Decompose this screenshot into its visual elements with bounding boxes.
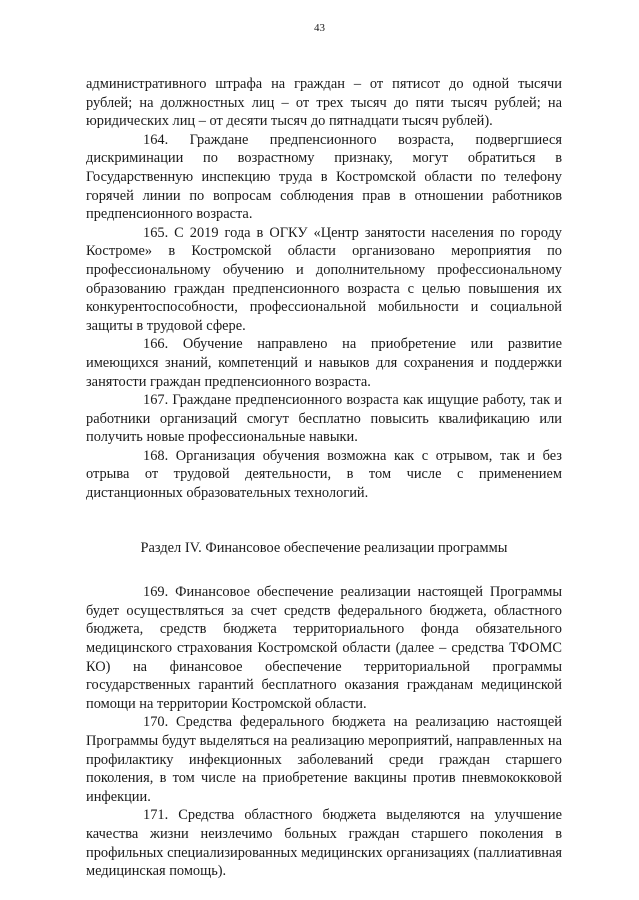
paragraph-164: 164. Граждане предпенсионного возраста, подвергшиеся дискриминации по возрастному признаку, могут обратиться в Государственную инспекцию труда в Костромской области по телефону горячей линии по вопросам соблюдения прав в отношении работников предпенсионного возраста. [86,131,562,223]
section-heading: Раздел IV. Финансовое обеспечение реализации программы [140,539,508,556]
paragraph-170: 170. Средства федерального бюджета на реализацию настоящей Программы будут выделяться на реализацию мероприятий, направленных на профилактику инфекционных заболеваний среди граждан старшего поколения, в том числе на приобретение вакцины против пневмококковой инфекции. [86,714,562,805]
page-number: 43 [314,22,325,34]
paragraph-171: 171. Средства областного бюджета выделяются на улучшение качества жизни неизлечимо больных граждан старшего поколения в профильных специализированных медицинских организациях (паллиативная медицинская помощь). [86,807,562,880]
paragraph-168: 168. Организация обучения возможна как с отрывом, так и без отрыва от трудовой деятельности, в том числе с применением дистанционных образовательных технологий. [86,447,562,502]
paragraph-continuation: административного штрафа на граждан – от пятисот до одной тысячи рублей; на должностных лиц – от трех тысяч до пяти тысяч рублей; на юридических лиц – от десяти тысяч до пятнадцати тысяч рублей). [86,76,562,130]
document-body [86,75,562,881]
paragraph-165: 165. С 2019 года в ОГКУ «Центр занятости населения по городу Костроме» в Костромской области организовано мероприятия по профессиональному обучению и дополнительному профессиональному образованию граждан предпенсионного возраста с целью повышения их конкурентоспособности, профессиональной мобильности и социальной защиты в трудовой сфере. [86,224,562,334]
paragraph-169: 169. Финансовое обеспечение реализации настоящей Программы будет осуществляться за счет средств федерального бюджета, областного бюджета, средств бюджета территориального фонда обязательного медицинского страхования Костромской области (далее – средства ТФОМС КО) на финансовое обеспечение территориальной программы государственных гарантий бесплатного оказания гражданам медицинской помощи на территории Костромской области. [86,584,562,712]
paragraph-167: 167. Граждане предпенсионного возраста как ищущие работу, так и работники организаций смогут бесплатно повысить квалификацию или получить новые профессиональные навыки. [86,392,562,446]
paragraph-166: 166. Обучение направлено на приобретение или развитие имеющихся знаний, компетенций и навыков для сохранения и поддержки занятости граждан предпенсионного возраста. [86,336,562,390]
